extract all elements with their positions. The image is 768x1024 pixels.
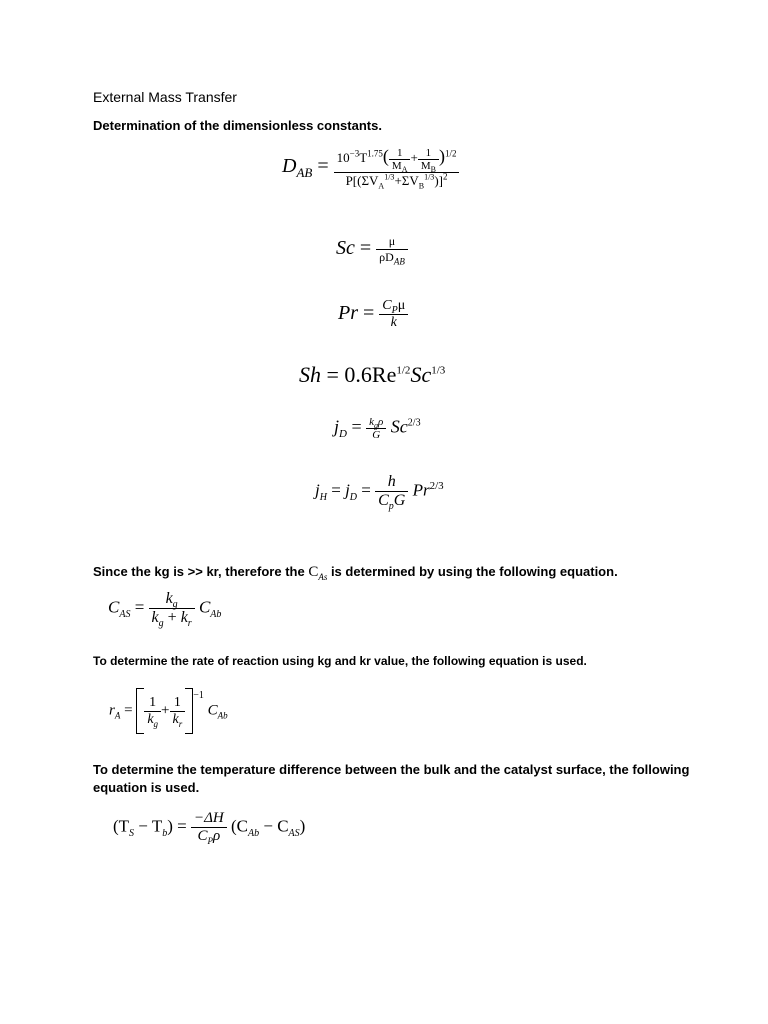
equation-jh: $j_H = j_D$ = $\frac{h}{C_pG}$ $Pr^{2/3}$ xyxy=(315,473,444,513)
equation-sc: Sc = $\frac{\mu}{\rho D_{AB}}$ xyxy=(336,234,408,265)
equation-ra: $r_A$ = $\frac{1}{k_g}$ + $\frac{1}{k_r}$ $^{-1}$ $C_{Ab}$ xyxy=(109,688,228,734)
equation-delta-t: $(T_S - T_b)$ = $\frac{-\Delta H}{C_P\rho}$ $(C_{Ab} - C_{AS})$ xyxy=(113,810,306,846)
equation-dab: $D_{AB}$ = $10^{-3}T^{1.75}$( $\frac{1}{M_A}$ + $\frac{1}{M_B}$ )$^{1/2}$ $P[(\Sigma V_A^{1/3}+\Sigma V_B^{1/3})]^2$ xyxy=(282,146,459,189)
paragraph-temperature-line2: equation is used. xyxy=(93,780,200,795)
equation-sh: $Sh = 0.6Re^{1/2}Sc^{1/3}$ xyxy=(299,362,446,387)
paragraph-temperature-line1: To determine the temperature difference between the bulk and the catalyst surface, the following xyxy=(93,762,690,777)
equation-pr: Pr = $\frac{C_P\mu}{k}$ xyxy=(338,298,408,331)
heading: External Mass Transfer xyxy=(93,89,237,105)
subheading: Determination of the dimensionless constants. xyxy=(93,118,382,133)
paragraph-rate: To determine the rate of reaction using kg and kr value, the following equation is used. xyxy=(93,654,587,668)
equation-jd: $j_D$ = $\frac{k_g\rho}{G}$ $Sc^{2/3}$ xyxy=(334,416,421,441)
equation-cas: $C_{AS}$ = $\frac{k_g}{k_g + k_r}$ $C_{Ab}$ xyxy=(108,590,222,630)
paragraph-kg-kr: Since the kg is >> kr, therefore the $C_{As}$ is determined by using the following equation. xyxy=(93,564,618,582)
